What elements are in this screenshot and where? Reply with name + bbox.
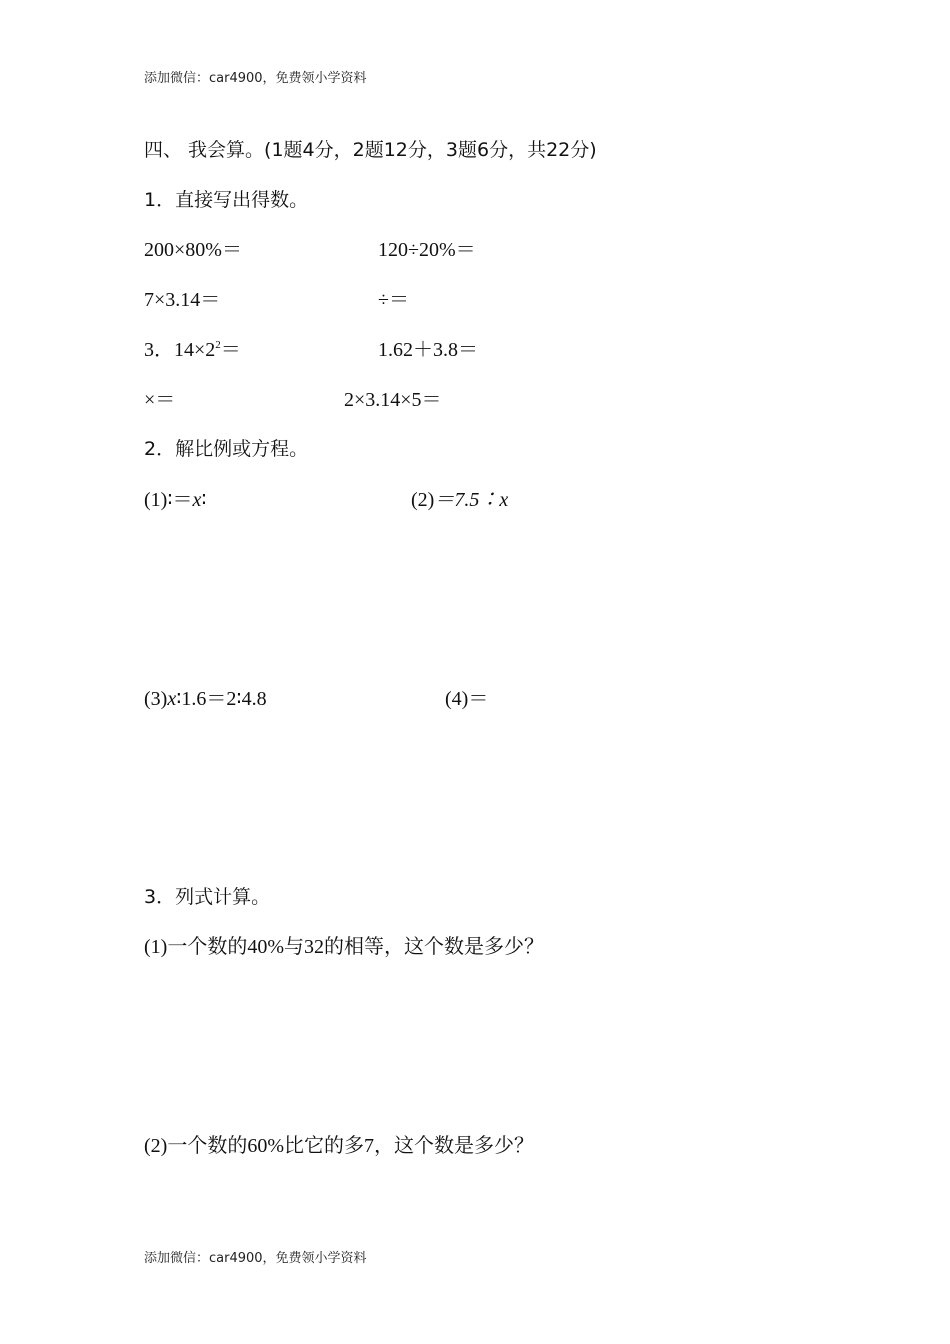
q2-p1-post: ∶	[201, 489, 207, 511]
q2-problem-3	[144, 687, 267, 711]
q1-item-5-exponent: 2	[215, 339, 221, 351]
q2-p3-pre: (3)	[144, 688, 168, 710]
q3-heading: 3．列式计算。	[144, 886, 271, 908]
q1-item-5	[144, 338, 241, 362]
q1-item-5-base: 3．14×2	[144, 339, 216, 361]
q2-problem-2	[411, 488, 508, 512]
q2-heading: 2．解比例或方程。	[144, 438, 309, 460]
q1-item-4: ÷＝	[378, 289, 409, 311]
q1-item-7: ×＝	[144, 389, 176, 411]
footer-watermark: 添加微信：car4900，免费领小学资料	[144, 1251, 367, 1266]
q1-item-6: 1.62＋3.8＝	[378, 339, 478, 361]
q2-p2-mid: ＝7.5∶	[434, 489, 500, 511]
q1-item-2: 120÷20%＝	[378, 239, 476, 261]
q2-p1-pre: (1)∶＝	[144, 489, 193, 511]
q2-p3-post: ∶1.6＝2∶4.8	[176, 688, 267, 710]
q1-item-5-equals: ＝	[220, 339, 241, 361]
q1-heading: 1．直接写出得数。	[144, 189, 309, 211]
q1-item-8: 2×3.14×5＝	[344, 389, 442, 411]
q2-p2-var: x	[499, 489, 509, 511]
q2-problem-4: (4)＝	[445, 688, 489, 710]
q3-problem-1: (1)一个数的40%与32的相等，这个数是多少？	[144, 936, 544, 958]
q2-p1-var: x	[192, 489, 202, 511]
q2-p2-pre: (2)	[411, 489, 435, 511]
q1-item-3: 7×3.14＝	[144, 289, 221, 311]
q3-problem-2: (2)一个数的60%比它的多7，这个数是多少？	[144, 1135, 534, 1157]
header-watermark: 添加微信：car4900，免费领小学资料	[144, 71, 367, 86]
section-title: 四、 我会算。(1题4分，2题12分，3题6分，共22分)	[144, 139, 597, 161]
q2-problem-1	[144, 488, 207, 512]
q2-p3-var: x	[167, 688, 177, 710]
q1-item-1: 200×80%＝	[144, 239, 242, 261]
